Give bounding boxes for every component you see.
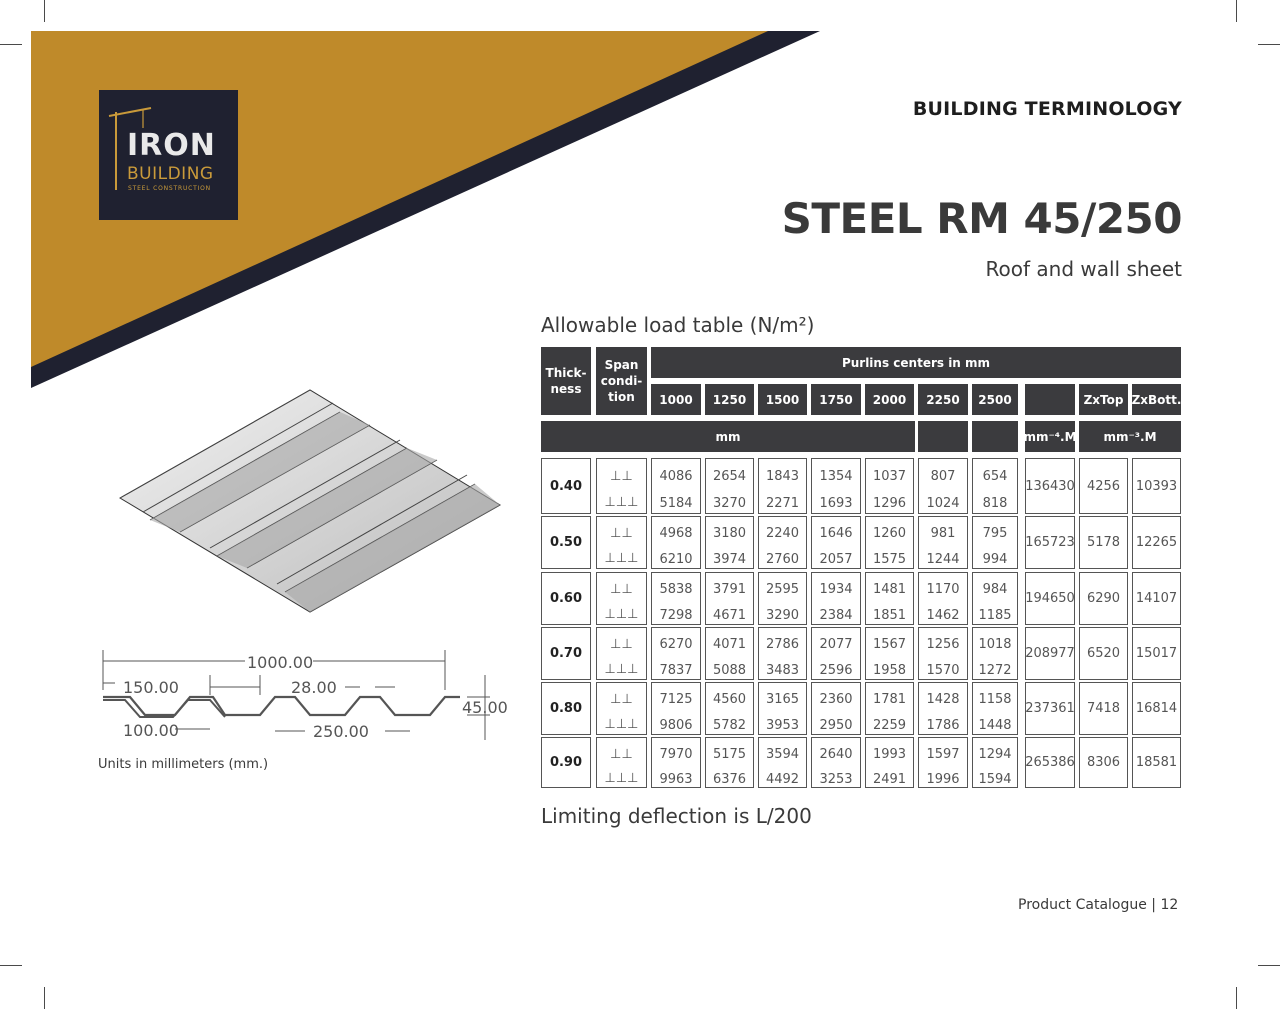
zxbott-cell — [1132, 572, 1181, 625]
zxtop-value: 6520 — [1086, 646, 1121, 661]
company-logo — [99, 90, 238, 220]
two-span-symbol: ⊥⊥ — [610, 637, 633, 653]
load-value-cell — [972, 516, 1018, 569]
two-span-load: 1597 — [926, 747, 960, 763]
two-span-load: 7970 — [659, 747, 693, 763]
three-span-load: 1296 — [872, 496, 907, 511]
two-span-load: 5175 — [712, 747, 747, 763]
two-span-load: 795 — [982, 526, 1008, 542]
three-span-load: 1462 — [926, 608, 960, 624]
page-title: STEEL RM 45/250 — [781, 194, 1182, 243]
three-span-load: 1244 — [926, 552, 960, 568]
unit-mm4-header: mm⁻⁴.M — [1025, 421, 1075, 452]
span-header — [596, 347, 647, 415]
zxbott-value: 18581 — [1135, 755, 1178, 770]
load-value-cell — [651, 516, 701, 569]
three-span-load: 1272 — [978, 663, 1012, 679]
three-span-load: 1570 — [926, 663, 960, 679]
load-value-cell — [705, 682, 754, 735]
zxtop-cell — [1079, 627, 1128, 680]
load-value-cell — [651, 737, 701, 788]
zxbott-cell — [1132, 682, 1181, 735]
span-header-1: 1250 — [705, 384, 754, 415]
two-span-load: 3180 — [712, 526, 747, 542]
two-span-load: 4560 — [712, 692, 747, 708]
inertia-cell — [1025, 516, 1075, 569]
three-span-load: 6210 — [659, 552, 693, 568]
unit-mm-header: mm — [541, 421, 915, 452]
two-span-load: 3791 — [712, 582, 747, 598]
two-span-load: 3594 — [765, 747, 800, 763]
three-span-load: 1851 — [872, 608, 907, 624]
load-value-cell — [918, 572, 968, 625]
load-value-cell — [918, 627, 968, 680]
two-span-load: 1256 — [926, 637, 960, 653]
span-condition-cell — [596, 682, 647, 735]
two-span-load: 1170 — [926, 582, 960, 598]
unit-blank-header — [918, 421, 968, 452]
two-span-load: 1934 — [819, 582, 853, 598]
section-heading: BUILDING TERMINOLOGY — [912, 98, 1182, 120]
inertia-cell — [1025, 572, 1075, 625]
two-span-load: 1567 — [872, 637, 907, 653]
profile-dimension-diagram — [95, 645, 515, 755]
load-value-cell — [865, 458, 914, 514]
span-condition-cell — [596, 737, 647, 788]
two-span-load: 7125 — [659, 692, 693, 708]
load-value-cell — [705, 627, 754, 680]
span-header-4: 2000 — [865, 384, 914, 415]
two-span-load: 1481 — [872, 582, 907, 598]
load-value-cell — [705, 737, 754, 788]
two-span-load: 984 — [982, 582, 1008, 598]
load-value-cell — [918, 516, 968, 569]
zxtop-value: 5178 — [1086, 535, 1121, 550]
unit-blank-header — [972, 421, 1018, 452]
load-value-cell — [972, 627, 1018, 680]
load-value-cell — [758, 516, 807, 569]
load-value-cell — [758, 682, 807, 735]
dim-250: 250.00 — [313, 722, 369, 741]
three-span-load: 2596 — [819, 663, 853, 679]
load-value-cell — [705, 516, 754, 569]
span-condition-cell — [596, 627, 647, 680]
crop-mark — [0, 965, 22, 966]
span-header-0: 1000 — [651, 384, 701, 415]
inertia-cell — [1025, 737, 1075, 788]
two-span-load: 4071 — [712, 637, 747, 653]
two-span-load: 6270 — [659, 637, 693, 653]
zxbott-cell — [1132, 458, 1181, 514]
inertia-value: 136430 — [1025, 478, 1075, 494]
zxbott-cell — [1132, 627, 1181, 680]
thickness-value: 0.50 — [549, 535, 583, 550]
three-span-load: 9806 — [659, 718, 693, 734]
load-value-cell — [811, 516, 861, 569]
three-span-load: 994 — [982, 552, 1008, 568]
three-span-load: 2271 — [765, 496, 800, 511]
three-span-load: 7298 — [659, 608, 693, 624]
two-span-load: 1781 — [872, 692, 907, 708]
extra-header-2: ZxBott. — [1132, 384, 1181, 415]
span-header-3: 1750 — [811, 384, 861, 415]
load-value-cell — [705, 458, 754, 514]
thickness-header-label: Thick- ness — [545, 366, 587, 396]
load-value-cell — [758, 737, 807, 788]
zxtop-cell — [1079, 458, 1128, 514]
load-value-cell — [918, 682, 968, 735]
three-span-load: 1024 — [926, 496, 960, 511]
table-caption: Allowable load table (N/m²) — [541, 313, 815, 337]
three-span-load: 3483 — [765, 663, 800, 679]
units-note: Units in millimeters (mm.) — [98, 757, 269, 772]
thickness-value: 0.40 — [549, 478, 583, 494]
two-span-load: 4968 — [659, 526, 693, 542]
two-span-load: 3165 — [765, 692, 800, 708]
load-value-cell — [865, 627, 914, 680]
two-span-load: 1993 — [872, 747, 907, 763]
three-span-symbol: ⊥⊥⊥ — [604, 495, 639, 510]
three-span-load: 1958 — [872, 663, 907, 679]
load-value-cell — [811, 627, 861, 680]
inertia-value: 237361 — [1025, 701, 1075, 716]
load-value-cell — [918, 737, 968, 788]
load-value-cell — [705, 572, 754, 625]
thickness-value: 0.80 — [549, 701, 583, 716]
two-span-load: 1294 — [978, 747, 1012, 763]
load-value-cell — [651, 572, 701, 625]
three-span-load: 2491 — [872, 771, 907, 787]
two-span-load: 2640 — [819, 747, 853, 763]
three-span-load: 1575 — [872, 552, 907, 568]
three-span-load: 5782 — [712, 718, 747, 734]
two-span-load: 2240 — [765, 526, 800, 542]
span-header-label: Span condi- tion — [600, 358, 643, 404]
zxtop-value: 6290 — [1086, 591, 1121, 606]
zxtop-cell — [1079, 737, 1128, 788]
thickness-cell — [541, 458, 591, 514]
load-value-cell — [865, 682, 914, 735]
three-span-load: 2950 — [819, 718, 853, 734]
three-span-load: 3253 — [819, 771, 853, 787]
span-header-2: 1500 — [758, 384, 807, 415]
three-span-load: 4671 — [712, 608, 747, 624]
dim-overall: 1000.00 — [247, 653, 314, 672]
two-span-load: 1037 — [872, 469, 907, 484]
zxbott-value: 14107 — [1135, 591, 1178, 606]
crop-mark — [1258, 965, 1280, 966]
two-span-symbol: ⊥⊥ — [610, 582, 633, 598]
thickness-value: 0.70 — [549, 646, 583, 661]
inertia-cell — [1025, 458, 1075, 514]
load-value-cell — [865, 737, 914, 788]
three-span-load: 2384 — [819, 608, 853, 624]
deflection-note: Limiting deflection is L/200 — [541, 804, 812, 828]
page-footer: Product Catalogue | 12 — [1018, 897, 1179, 913]
three-span-load: 2259 — [872, 718, 907, 734]
thickness-value: 0.60 — [549, 591, 583, 606]
three-span-symbol: ⊥⊥⊥ — [604, 717, 639, 733]
two-span-load: 2360 — [819, 692, 853, 708]
three-span-symbol: ⊥⊥⊥ — [604, 662, 639, 678]
logo-word-building: BUILDING — [127, 164, 214, 184]
three-span-load: 2760 — [765, 552, 800, 568]
load-value-cell — [972, 572, 1018, 625]
load-value-cell — [758, 572, 807, 625]
zxbott-cell — [1132, 737, 1181, 788]
three-span-load: 4492 — [765, 771, 800, 787]
two-span-symbol: ⊥⊥ — [610, 747, 633, 763]
thickness-header — [541, 347, 591, 415]
two-span-load: 1158 — [978, 692, 1012, 708]
load-value-cell — [972, 458, 1018, 514]
three-span-load: 818 — [982, 496, 1008, 511]
three-span-load: 3953 — [765, 718, 800, 734]
load-value-cell — [865, 572, 914, 625]
three-span-load: 9963 — [659, 771, 693, 787]
two-span-load: 1260 — [872, 526, 907, 542]
span-condition-cell — [596, 516, 647, 569]
crop-mark — [1236, 0, 1237, 22]
thickness-cell — [541, 737, 591, 788]
unit-mm3-header: mm⁻³.M — [1079, 421, 1181, 452]
span-header-5: 2250 — [918, 384, 968, 415]
page-subtitle: Roof and wall sheet — [985, 257, 1182, 281]
three-span-load: 5088 — [712, 663, 747, 679]
two-span-load: 2786 — [765, 637, 800, 653]
logo-word-iron: IRON — [127, 128, 216, 163]
two-span-load: 654 — [982, 469, 1008, 484]
inertia-value: 194650 — [1025, 591, 1075, 606]
thickness-cell — [541, 516, 591, 569]
two-span-load: 1428 — [926, 692, 960, 708]
two-span-load: 4086 — [659, 469, 693, 484]
zxtop-value: 8306 — [1086, 755, 1121, 770]
two-span-load: 1646 — [819, 526, 853, 542]
load-value-cell — [651, 682, 701, 735]
inertia-value: 165723 — [1025, 535, 1075, 550]
three-span-load: 7837 — [659, 663, 693, 679]
two-span-load: 2654 — [712, 469, 747, 484]
inertia-cell — [1025, 682, 1075, 735]
extra-header-0 — [1025, 384, 1075, 415]
load-value-cell — [972, 682, 1018, 735]
dim-45: 45.00 — [462, 698, 508, 717]
dim-100: 100.00 — [123, 721, 179, 740]
three-span-load: 3270 — [712, 496, 747, 511]
crop-mark — [1236, 987, 1237, 1009]
three-span-load: 1448 — [978, 718, 1012, 734]
inertia-value: 265386 — [1025, 755, 1075, 770]
roof-sheet-illustration — [105, 380, 515, 630]
load-value-cell — [758, 627, 807, 680]
three-span-symbol: ⊥⊥⊥ — [604, 607, 639, 623]
dim-150: 150.00 — [123, 678, 179, 697]
dim-28: 28.00 — [291, 678, 337, 697]
load-value-cell — [811, 572, 861, 625]
two-span-load: 807 — [930, 469, 956, 484]
three-span-symbol: ⊥⊥⊥ — [604, 770, 639, 786]
zxbott-value: 10393 — [1135, 478, 1178, 494]
load-value-cell — [972, 737, 1018, 788]
load-value-cell — [811, 458, 861, 514]
load-value-cell — [651, 627, 701, 680]
load-value-cell — [865, 516, 914, 569]
thickness-cell — [541, 572, 591, 625]
thickness-value: 0.90 — [549, 755, 583, 770]
three-span-load: 3290 — [765, 608, 800, 624]
crop-mark — [1258, 44, 1280, 45]
three-span-load: 1693 — [819, 496, 853, 511]
three-span-load: 1185 — [978, 608, 1012, 624]
load-value-cell — [651, 458, 701, 514]
logo-tagline: STEEL CONSTRUCTION — [128, 185, 211, 192]
span-header-6: 2500 — [972, 384, 1018, 415]
two-span-load: 2077 — [819, 637, 853, 653]
three-span-load: 1594 — [978, 771, 1012, 787]
load-value-cell — [918, 458, 968, 514]
purlins-header: Purlins centers in mm — [651, 347, 1181, 378]
two-span-symbol: ⊥⊥ — [610, 526, 633, 542]
zxbott-value: 12265 — [1135, 535, 1178, 550]
two-span-load: 1843 — [765, 469, 800, 484]
three-span-load: 2057 — [819, 552, 853, 568]
two-span-load: 981 — [930, 526, 956, 542]
zxbott-value: 15017 — [1135, 646, 1178, 661]
zxtop-cell — [1079, 516, 1128, 569]
thickness-cell — [541, 682, 591, 735]
zxtop-cell — [1079, 682, 1128, 735]
two-span-load: 1354 — [819, 469, 853, 484]
zxbott-cell — [1132, 516, 1181, 569]
two-span-load: 2595 — [765, 582, 800, 598]
load-value-cell — [811, 682, 861, 735]
inertia-value: 208977 — [1025, 646, 1075, 661]
load-value-cell — [811, 737, 861, 788]
two-span-symbol: ⊥⊥ — [610, 692, 633, 708]
span-condition-cell — [596, 458, 647, 514]
span-condition-cell — [596, 572, 647, 625]
three-span-load: 1786 — [926, 718, 960, 734]
crop-mark — [44, 987, 45, 1009]
zxtop-value: 4256 — [1086, 478, 1121, 494]
three-span-load: 1996 — [926, 771, 960, 787]
three-span-load: 6376 — [712, 771, 747, 787]
zxtop-cell — [1079, 572, 1128, 625]
inertia-cell — [1025, 627, 1075, 680]
three-span-load: 5184 — [659, 496, 693, 511]
thickness-cell — [541, 627, 591, 680]
zxtop-value: 7418 — [1086, 701, 1121, 716]
three-span-load: 3974 — [712, 552, 747, 568]
load-value-cell — [758, 458, 807, 514]
two-span-symbol: ⊥⊥ — [610, 469, 633, 484]
zxbott-value: 16814 — [1135, 701, 1178, 716]
extra-header-1: ZxTop — [1079, 384, 1128, 415]
two-span-load: 1018 — [978, 637, 1012, 653]
two-span-load: 5838 — [659, 582, 693, 598]
three-span-symbol: ⊥⊥⊥ — [604, 551, 639, 567]
